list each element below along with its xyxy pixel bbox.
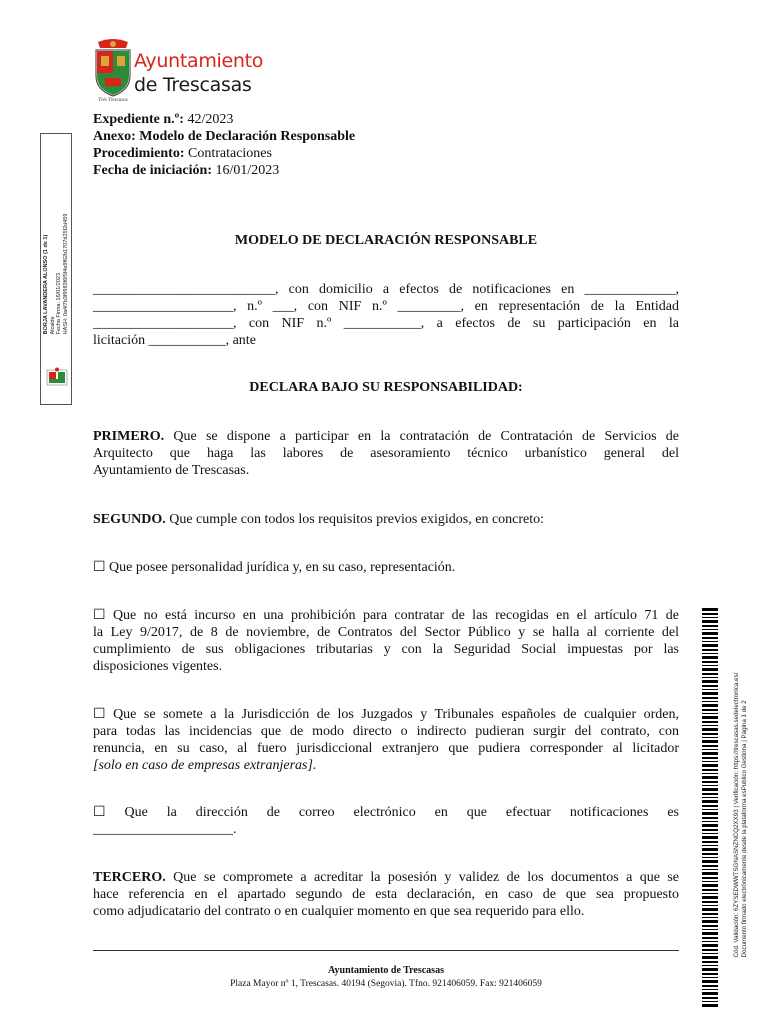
signature-date: Fecha Firma: 16/01/2023 xyxy=(56,272,62,335)
anexo-value: Modelo de Declaración Responsable xyxy=(139,129,356,144)
segundo-paragraph xyxy=(93,511,679,528)
requirement-item-1 xyxy=(93,559,679,576)
item2-line-1: ☐ Que no está incurso en una prohibición para contratar de las recogidas en el artículo 71 de xyxy=(93,608,679,623)
logo-line1: Ayuntamiento xyxy=(134,50,264,72)
item3-line-4: [solo en caso de empresas extranjeras]. xyxy=(93,758,317,773)
tercero-label: TERCERO. xyxy=(93,870,166,885)
procedimiento-value: Contrataciones xyxy=(188,146,272,161)
barcode-icon xyxy=(702,608,718,1008)
item2-line-4: disposiciones vigentes. xyxy=(93,659,223,674)
segundo-text: Que cumple con todos los requisitos previos exigidos, en concreto: xyxy=(169,512,545,527)
fecha-value: 16/01/2023 xyxy=(215,163,280,178)
anexo-label: Anexo: xyxy=(93,129,136,144)
item2-line-3: cumplimiento de sus obligaciones tributarias y con la Seguridad Social impuestas por las xyxy=(93,642,679,657)
footer-divider xyxy=(93,950,679,951)
primero-label: PRIMERO. xyxy=(93,429,165,444)
tercero-paragraph xyxy=(93,869,679,920)
requirement-item-4 xyxy=(93,804,679,838)
validation-strip xyxy=(729,620,753,1010)
item4-line-1: ☐ Que la dirección de correo electrónico en que efectuar notificaciones es xyxy=(93,805,679,820)
intro-paragraph xyxy=(93,281,679,349)
signature-box xyxy=(40,133,72,405)
declara-heading: DECLARA BAJO SU RESPONSABILIDAD: xyxy=(249,380,523,395)
primero-line-3: Ayuntamiento de Trescasas. xyxy=(93,463,250,478)
municipality-logo xyxy=(90,38,280,102)
document-header xyxy=(93,111,355,179)
small-crest-icon xyxy=(46,367,68,387)
tercero-line-2: hace referencia en el apartado segundo de esta declaración, en caso de que sea propuesto xyxy=(93,887,679,902)
footer-address: Plaza Mayor nº 1, Trescasas. 40194 (Segovia). Tfno. 921406059. Fax: 921406059 xyxy=(230,979,542,989)
signature-hash: HASH: 0a4f7b3f9983f6f5f4e9f62b1707d25f2d459 xyxy=(62,213,69,335)
tercero-line-3: como adjudicatario del contrato o en cualquier momento en que sea requerido para ello. xyxy=(93,904,585,919)
procedimiento-label: Procedimiento: xyxy=(93,146,185,161)
item3-line-3: renuncia, en su caso, al fuero jurisdiccional extranjero que pudiera corresponder al licitador xyxy=(93,741,679,756)
logo-motto: Trés Trescasas xyxy=(98,98,128,102)
primero-line-1: Que se dispone a participar en la contratación de Contratación de Servicios de xyxy=(173,429,680,444)
fecha-label: Fecha de iniciación: xyxy=(93,163,212,178)
intro-line-2: ____________________, n.º ___, con NIF n.º _________, en representación de la Entidad xyxy=(93,299,679,314)
item4-line-2: ____________________. xyxy=(93,822,237,837)
item3-line-1: ☐ Que se somete a la Jurisdicción de los Juzgados y Tribunales españoles de cualquier orden, xyxy=(93,707,679,722)
primero-line-2: Arquitecto que haga las labores de asesoramiento técnico urbanístico general del xyxy=(93,446,679,461)
signer-role: Alcalde xyxy=(49,316,56,335)
signer-name: BORJA LAVANDERA ALONSO (1 de 1) xyxy=(43,234,49,335)
requirement-item-1-text: ☐ Que posee personalidad jurídica y, en su caso, representación. xyxy=(93,560,456,575)
segundo-label: SEGUNDO. xyxy=(93,512,166,527)
validation-line-2: Documento firmado electrónicamente desde la plataforma esPublico Gestiona | Página 1 de 2 xyxy=(741,700,748,958)
item3-line-2: para todas las incidencias que de modo directo o indirecto pudieran surgir del contrato, con xyxy=(93,724,679,739)
intro-line-1: __________________________, con domicilio a efectos de notificaciones en _____________, xyxy=(93,282,679,297)
signature-text xyxy=(43,214,69,335)
primero-paragraph xyxy=(93,428,679,479)
expediente-value: 42/2023 xyxy=(187,112,234,127)
coat-of-arms-icon xyxy=(90,38,136,102)
expediente-label: Expediente n.º: xyxy=(93,112,184,127)
page-title: MODELO DE DECLARACIÓN RESPONSABLE xyxy=(234,233,538,248)
footer-org: Ayuntamiento de Trescasas xyxy=(328,965,444,976)
validation-line-1: Cód. Validación: 6ZYSEDWWTSGNASNZNCQ2XX93 | Verificación: https://trescasas.sedelectronica.es/ xyxy=(733,672,740,958)
logo-line2: de Trescasas xyxy=(134,74,252,96)
tercero-line-1: Que se compromete a acreditar la posesión y validez de los documentos a que se xyxy=(173,870,680,885)
requirement-item-3 xyxy=(93,706,679,774)
requirement-item-2 xyxy=(93,607,679,675)
intro-line-4: licitación ___________, ante xyxy=(93,333,256,348)
intro-line-3: ____________________, con NIF n.º ___________, a efectos de su participación en la xyxy=(93,316,679,331)
item2-line-2: la Ley 9/2017, de 8 de noviembre, de Contratos del Sector Público y se halla al corriente del xyxy=(93,625,679,640)
